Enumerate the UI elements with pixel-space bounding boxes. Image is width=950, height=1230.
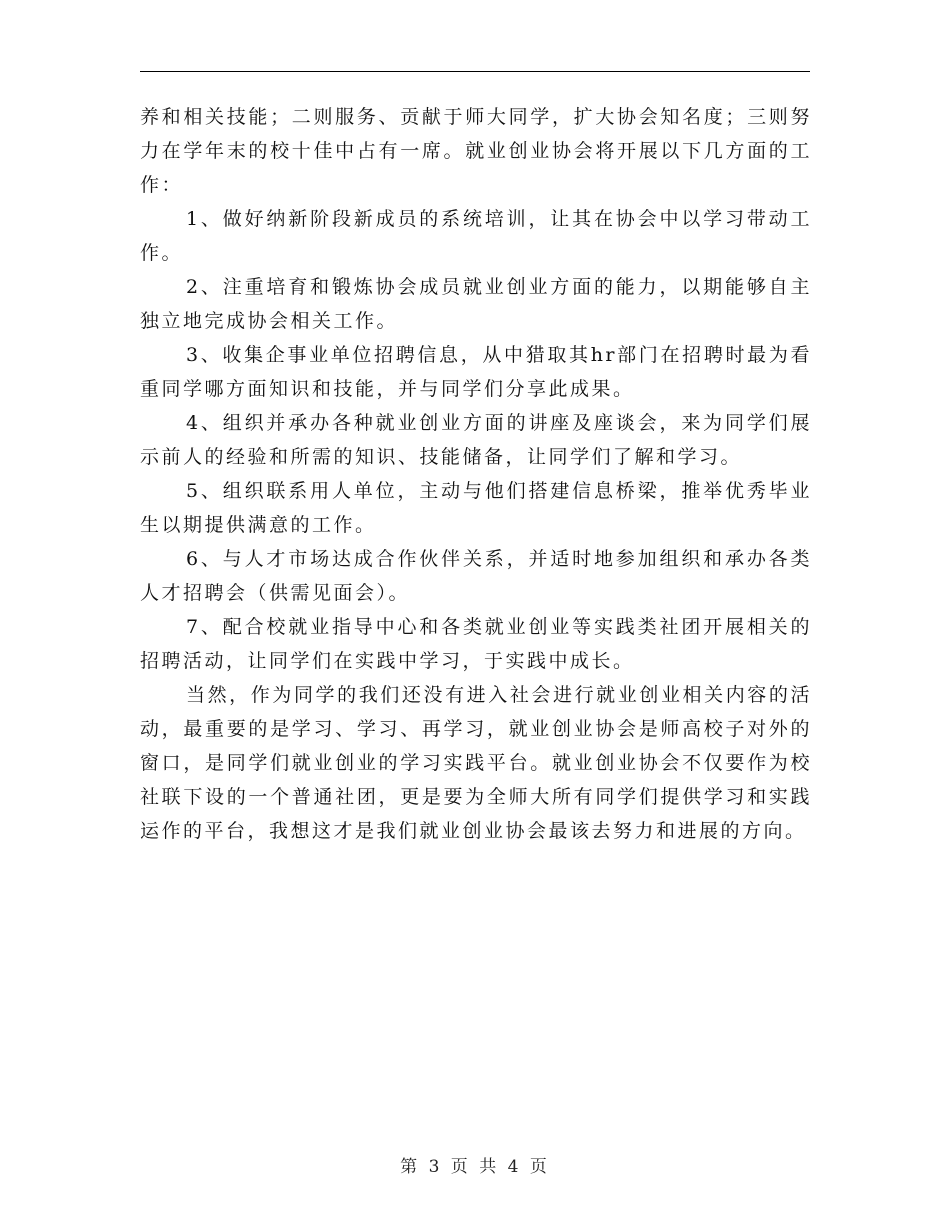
page-number-footer: 第 3 页 共 4 页 [400,1157,550,1177]
header-rule [140,71,810,72]
paragraph-2: 1、做好纳新阶段新成员的系统培训，让其在协会中以学习带动工作。 [140,208,812,264]
paragraph-9: 当然，作为同学的我们还没有进入社会进行就业创业相关内容的活动，最重要的是学习、学习、再学习，就业创业协会是师高校子对外的窗口，是同学们就业创业的学习实践平台。就业创业协会不仅要作为校社联下设的一个普通社团，更是要为全师大所有同学们提供学习和实践运作的平台，我想这才是我们就业创业协会最该去努力和进展的方向。 [140,684,812,842]
document-body [140,100,812,848]
paragraph-4: 3、收集企事业单位招聘信息，从中猎取其hr部门在招聘时最为看重同学哪方面知识和技能，并与同学们分享此成果。 [140,344,812,400]
paragraph-1: 养和相关技能；二则服务、贡献于师大同学，扩大协会知名度；三则努力在学年末的校十佳中占有一席。就业创业协会将开展以下几方面的工作： [140,106,812,196]
paragraph-8: 7、配合校就业指导中心和各类就业创业等实践类社团开展相关的招聘活动，让同学们在实践中学习，于实践中成长。 [140,616,812,672]
paragraph-5: 4、组织并承办各种就业创业方面的讲座及座谈会，来为同学们展示前人的经验和所需的知识、技能储备，让同学们了解和学习。 [140,412,812,468]
paragraph-3: 2、注重培育和锻炼协会成员就业创业方面的能力，以期能够自主独立地完成协会相关工作。 [140,276,812,332]
paragraph-7: 6、与人才市场达成合作伙伴关系，并适时地参加组织和承办各类人才招聘会（供需见面会）。 [140,548,812,604]
paragraph-6: 5、组织联系用人单位，主动与他们搭建信息桥梁，推举优秀毕业生以期提供满意的工作。 [140,480,812,536]
